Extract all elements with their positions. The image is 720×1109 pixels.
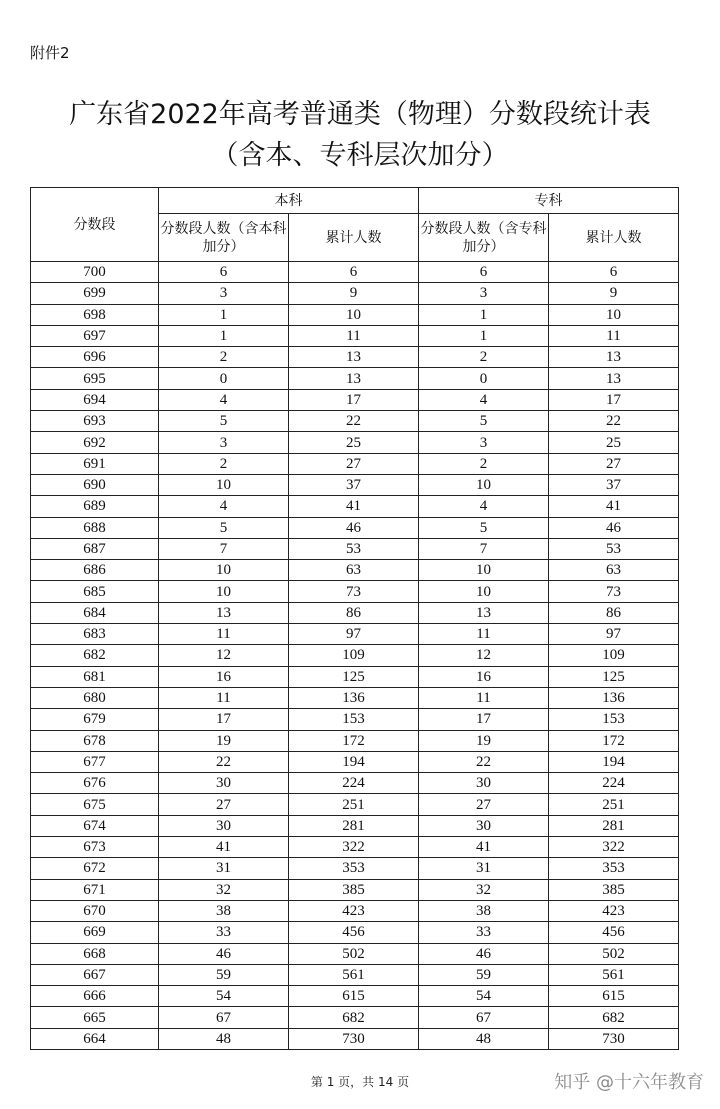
cell-undergrad-cumulative: 53: [289, 538, 419, 559]
cell-undergrad-count: 38: [159, 900, 289, 921]
table-row: [31, 900, 679, 921]
cell-junior-count: 13: [419, 602, 549, 623]
cell-score: 684: [31, 602, 159, 623]
cell-score: 686: [31, 560, 159, 581]
cell-junior-cumulative: 502: [549, 943, 679, 964]
cell-undergrad-cumulative: 63: [289, 560, 419, 581]
table-row: [31, 453, 679, 474]
cell-score: 689: [31, 496, 159, 517]
cell-undergrad-cumulative: 502: [289, 943, 419, 964]
cell-score: 683: [31, 624, 159, 645]
header-undergrad-cumulative: 累计人数: [289, 214, 419, 262]
cell-junior-cumulative: 224: [549, 773, 679, 794]
cell-junior-count: 10: [419, 581, 549, 602]
cell-undergrad-cumulative: 224: [289, 773, 419, 794]
cell-undergrad-cumulative: 46: [289, 517, 419, 538]
cell-undergrad-cumulative: 25: [289, 432, 419, 453]
cell-junior-cumulative: 22: [549, 411, 679, 432]
cell-undergrad-cumulative: 17: [289, 389, 419, 410]
cell-score: 685: [31, 581, 159, 602]
cell-undergrad-count: 30: [159, 815, 289, 836]
table-row: [31, 687, 679, 708]
cell-undergrad-count: 7: [159, 538, 289, 559]
cell-undergrad-cumulative: 136: [289, 687, 419, 708]
table-row: [31, 538, 679, 559]
cell-junior-count: 10: [419, 560, 549, 581]
cell-junior-count: 38: [419, 900, 549, 921]
table-row: [31, 325, 679, 346]
cell-undergrad-count: 31: [159, 858, 289, 879]
cell-score: 690: [31, 474, 159, 495]
cell-junior-count: 10: [419, 474, 549, 495]
cell-undergrad-count: 11: [159, 624, 289, 645]
table-row: [31, 624, 679, 645]
cell-undergrad-count: 17: [159, 709, 289, 730]
page-title: 广东省2022年高考普通类（物理）分数段统计表: [69, 99, 651, 130]
cell-junior-cumulative: 251: [549, 794, 679, 815]
cell-junior-count: 27: [419, 794, 549, 815]
cell-junior-cumulative: 172: [549, 730, 679, 751]
cell-junior-cumulative: 385: [549, 879, 679, 900]
cell-junior-cumulative: 46: [549, 517, 679, 538]
cell-junior-count: 2: [419, 347, 549, 368]
cell-undergrad-count: 5: [159, 517, 289, 538]
cell-junior-count: 12: [419, 645, 549, 666]
cell-junior-count: 7: [419, 538, 549, 559]
score-band-table: [30, 187, 679, 1050]
cell-undergrad-count: 2: [159, 347, 289, 368]
cell-score: 664: [31, 1028, 159, 1049]
cell-junior-cumulative: 25: [549, 432, 679, 453]
cell-junior-cumulative: 194: [549, 751, 679, 772]
cell-junior-cumulative: 10: [549, 304, 679, 325]
cell-junior-cumulative: 41: [549, 496, 679, 517]
cell-undergrad-cumulative: 456: [289, 922, 419, 943]
cell-score: 694: [31, 389, 159, 410]
cell-junior-cumulative: 615: [549, 986, 679, 1007]
cell-undergrad-cumulative: 194: [289, 751, 419, 772]
cell-undergrad-count: 48: [159, 1028, 289, 1049]
cell-score: 670: [31, 900, 159, 921]
cell-undergrad-cumulative: 41: [289, 496, 419, 517]
cell-junior-cumulative: 86: [549, 602, 679, 623]
cell-junior-count: 3: [419, 432, 549, 453]
table-row: [31, 432, 679, 453]
cell-score: 672: [31, 858, 159, 879]
cell-undergrad-count: 3: [159, 432, 289, 453]
cell-junior-cumulative: 17: [549, 389, 679, 410]
cell-junior-count: 1: [419, 325, 549, 346]
cell-junior-count: 30: [419, 773, 549, 794]
cell-undergrad-count: 19: [159, 730, 289, 751]
cell-junior-count: 32: [419, 879, 549, 900]
table-row: [31, 751, 679, 772]
cell-score: 682: [31, 645, 159, 666]
watermark: 知乎 @十六年教育: [554, 1072, 704, 1093]
cell-junior-cumulative: 37: [549, 474, 679, 495]
cell-undergrad-count: 33: [159, 922, 289, 943]
cell-junior-count: 48: [419, 1028, 549, 1049]
cell-score: 693: [31, 411, 159, 432]
cell-undergrad-count: 16: [159, 666, 289, 687]
cell-junior-cumulative: 13: [549, 368, 679, 389]
cell-score: 668: [31, 943, 159, 964]
cell-undergrad-count: 10: [159, 474, 289, 495]
cell-undergrad-cumulative: 13: [289, 347, 419, 368]
cell-undergrad-count: 46: [159, 943, 289, 964]
cell-undergrad-cumulative: 11: [289, 325, 419, 346]
table-row: [31, 474, 679, 495]
table-row: [31, 815, 679, 836]
cell-junior-count: 16: [419, 666, 549, 687]
cell-junior-count: 4: [419, 496, 549, 517]
cell-undergrad-count: 41: [159, 837, 289, 858]
cell-undergrad-count: 32: [159, 879, 289, 900]
cell-junior-cumulative: 109: [549, 645, 679, 666]
page-subtitle: （含本、专科层次加分）: [211, 140, 509, 171]
table-row: [31, 730, 679, 751]
cell-undergrad-cumulative: 13: [289, 368, 419, 389]
table-row: [31, 560, 679, 581]
cell-score: 665: [31, 1007, 159, 1028]
cell-junior-cumulative: 27: [549, 453, 679, 474]
cell-undergrad-count: 22: [159, 751, 289, 772]
cell-undergrad-count: 12: [159, 645, 289, 666]
table-row: [31, 922, 679, 943]
cell-junior-cumulative: 561: [549, 964, 679, 985]
cell-junior-cumulative: 53: [549, 538, 679, 559]
cell-junior-count: 67: [419, 1007, 549, 1028]
cell-undergrad-cumulative: 109: [289, 645, 419, 666]
cell-score: 666: [31, 986, 159, 1007]
table-row: [31, 389, 679, 410]
table-row: [31, 986, 679, 1007]
cell-score: 696: [31, 347, 159, 368]
table-row: [31, 773, 679, 794]
cell-undergrad-cumulative: 281: [289, 815, 419, 836]
cell-score: 679: [31, 709, 159, 730]
cell-undergrad-count: 1: [159, 304, 289, 325]
cell-junior-cumulative: 63: [549, 560, 679, 581]
cell-undergrad-count: 59: [159, 964, 289, 985]
table-row: [31, 1007, 679, 1028]
cell-score: 697: [31, 325, 159, 346]
cell-junior-count: 11: [419, 624, 549, 645]
cell-junior-count: 30: [419, 815, 549, 836]
cell-score: 698: [31, 304, 159, 325]
cell-junior-cumulative: 125: [549, 666, 679, 687]
cell-score: 691: [31, 453, 159, 474]
cell-undergrad-cumulative: 385: [289, 879, 419, 900]
header-junior-cumulative: 累计人数: [549, 214, 679, 262]
cell-junior-count: 46: [419, 943, 549, 964]
cell-undergrad-count: 6: [159, 262, 289, 283]
table-header: [31, 188, 679, 262]
table-row: [31, 879, 679, 900]
cell-junior-count: 0: [419, 368, 549, 389]
table-row: [31, 496, 679, 517]
header-junior-group: 专科: [419, 188, 679, 214]
cell-junior-cumulative: 136: [549, 687, 679, 708]
page-footer: 第 1 页，共 14 页: [310, 1075, 410, 1089]
cell-junior-count: 59: [419, 964, 549, 985]
attachment-label: 附件2: [30, 44, 70, 62]
cell-junior-count: 31: [419, 858, 549, 879]
table-row: [31, 858, 679, 879]
cell-score: 667: [31, 964, 159, 985]
cell-score: 671: [31, 879, 159, 900]
cell-undergrad-count: 4: [159, 389, 289, 410]
table-row: [31, 411, 679, 432]
cell-junior-cumulative: 73: [549, 581, 679, 602]
cell-undergrad-cumulative: 10: [289, 304, 419, 325]
cell-junior-cumulative: 11: [549, 325, 679, 346]
cell-undergrad-cumulative: 322: [289, 837, 419, 858]
cell-undergrad-cumulative: 9: [289, 283, 419, 304]
table-row: [31, 837, 679, 858]
cell-score: 674: [31, 815, 159, 836]
cell-undergrad-count: 13: [159, 602, 289, 623]
table-row: [31, 368, 679, 389]
cell-undergrad-cumulative: 615: [289, 986, 419, 1007]
cell-undergrad-cumulative: 251: [289, 794, 419, 815]
cell-undergrad-cumulative: 86: [289, 602, 419, 623]
table-row: [31, 964, 679, 985]
cell-score: 675: [31, 794, 159, 815]
table-row: [31, 262, 679, 283]
cell-undergrad-cumulative: 561: [289, 964, 419, 985]
cell-score: 673: [31, 837, 159, 858]
table-row: [31, 666, 679, 687]
cell-junior-count: 3: [419, 283, 549, 304]
cell-junior-cumulative: 456: [549, 922, 679, 943]
cell-junior-cumulative: 9: [549, 283, 679, 304]
cell-undergrad-cumulative: 125: [289, 666, 419, 687]
cell-undergrad-count: 27: [159, 794, 289, 815]
cell-junior-count: 5: [419, 517, 549, 538]
cell-junior-cumulative: 730: [549, 1028, 679, 1049]
cell-undergrad-cumulative: 682: [289, 1007, 419, 1028]
header-junior-count: 分数段人数（含专科加分）: [419, 214, 549, 262]
cell-undergrad-cumulative: 353: [289, 858, 419, 879]
header-score-band: 分数段: [31, 188, 159, 262]
cell-undergrad-cumulative: 423: [289, 900, 419, 921]
cell-junior-count: 4: [419, 389, 549, 410]
cell-undergrad-cumulative: 6: [289, 262, 419, 283]
cell-undergrad-count: 0: [159, 368, 289, 389]
cell-undergrad-count: 11: [159, 687, 289, 708]
cell-undergrad-cumulative: 27: [289, 453, 419, 474]
table-row: [31, 1028, 679, 1049]
cell-junior-count: 11: [419, 687, 549, 708]
cell-score: 695: [31, 368, 159, 389]
table-row: [31, 602, 679, 623]
cell-undergrad-cumulative: 153: [289, 709, 419, 730]
table-row: [31, 581, 679, 602]
cell-undergrad-count: 10: [159, 581, 289, 602]
cell-score: 681: [31, 666, 159, 687]
cell-undergrad-count: 10: [159, 560, 289, 581]
table-row: [31, 943, 679, 964]
table-row: [31, 709, 679, 730]
cell-junior-cumulative: 281: [549, 815, 679, 836]
cell-junior-cumulative: 682: [549, 1007, 679, 1028]
table-row: [31, 347, 679, 368]
table-row: [31, 304, 679, 325]
cell-score: 676: [31, 773, 159, 794]
cell-junior-cumulative: 322: [549, 837, 679, 858]
cell-junior-count: 6: [419, 262, 549, 283]
cell-junior-cumulative: 153: [549, 709, 679, 730]
cell-undergrad-count: 30: [159, 773, 289, 794]
cell-undergrad-count: 4: [159, 496, 289, 517]
cell-undergrad-count: 54: [159, 986, 289, 1007]
cell-undergrad-cumulative: 22: [289, 411, 419, 432]
cell-undergrad-cumulative: 172: [289, 730, 419, 751]
cell-score: 678: [31, 730, 159, 751]
cell-score: 677: [31, 751, 159, 772]
cell-undergrad-cumulative: 97: [289, 624, 419, 645]
table-row: [31, 794, 679, 815]
cell-undergrad-count: 2: [159, 453, 289, 474]
cell-undergrad-cumulative: 37: [289, 474, 419, 495]
cell-undergrad-count: 1: [159, 325, 289, 346]
cell-undergrad-cumulative: 730: [289, 1028, 419, 1049]
table-row: [31, 645, 679, 666]
cell-junior-count: 17: [419, 709, 549, 730]
cell-undergrad-count: 67: [159, 1007, 289, 1028]
header-undergrad-group: 本科: [159, 188, 419, 214]
cell-undergrad-cumulative: 73: [289, 581, 419, 602]
cell-junior-count: 5: [419, 411, 549, 432]
cell-junior-count: 41: [419, 837, 549, 858]
cell-junior-cumulative: 353: [549, 858, 679, 879]
cell-junior-count: 1: [419, 304, 549, 325]
cell-score: 699: [31, 283, 159, 304]
cell-junior-count: 54: [419, 986, 549, 1007]
cell-score: 687: [31, 538, 159, 559]
table-body: [31, 262, 679, 1050]
cell-junior-count: 19: [419, 730, 549, 751]
cell-junior-count: 22: [419, 751, 549, 772]
cell-score: 692: [31, 432, 159, 453]
cell-junior-cumulative: 97: [549, 624, 679, 645]
table-row: [31, 517, 679, 538]
table-row: [31, 283, 679, 304]
cell-score: 700: [31, 262, 159, 283]
cell-undergrad-count: 5: [159, 411, 289, 432]
cell-score: 688: [31, 517, 159, 538]
cell-score: 669: [31, 922, 159, 943]
cell-junior-count: 33: [419, 922, 549, 943]
cell-score: 680: [31, 687, 159, 708]
cell-junior-count: 2: [419, 453, 549, 474]
cell-undergrad-count: 3: [159, 283, 289, 304]
header-undergrad-count: 分数段人数（含本科加分）: [159, 214, 289, 262]
cell-junior-cumulative: 423: [549, 900, 679, 921]
cell-junior-cumulative: 13: [549, 347, 679, 368]
cell-junior-cumulative: 6: [549, 262, 679, 283]
